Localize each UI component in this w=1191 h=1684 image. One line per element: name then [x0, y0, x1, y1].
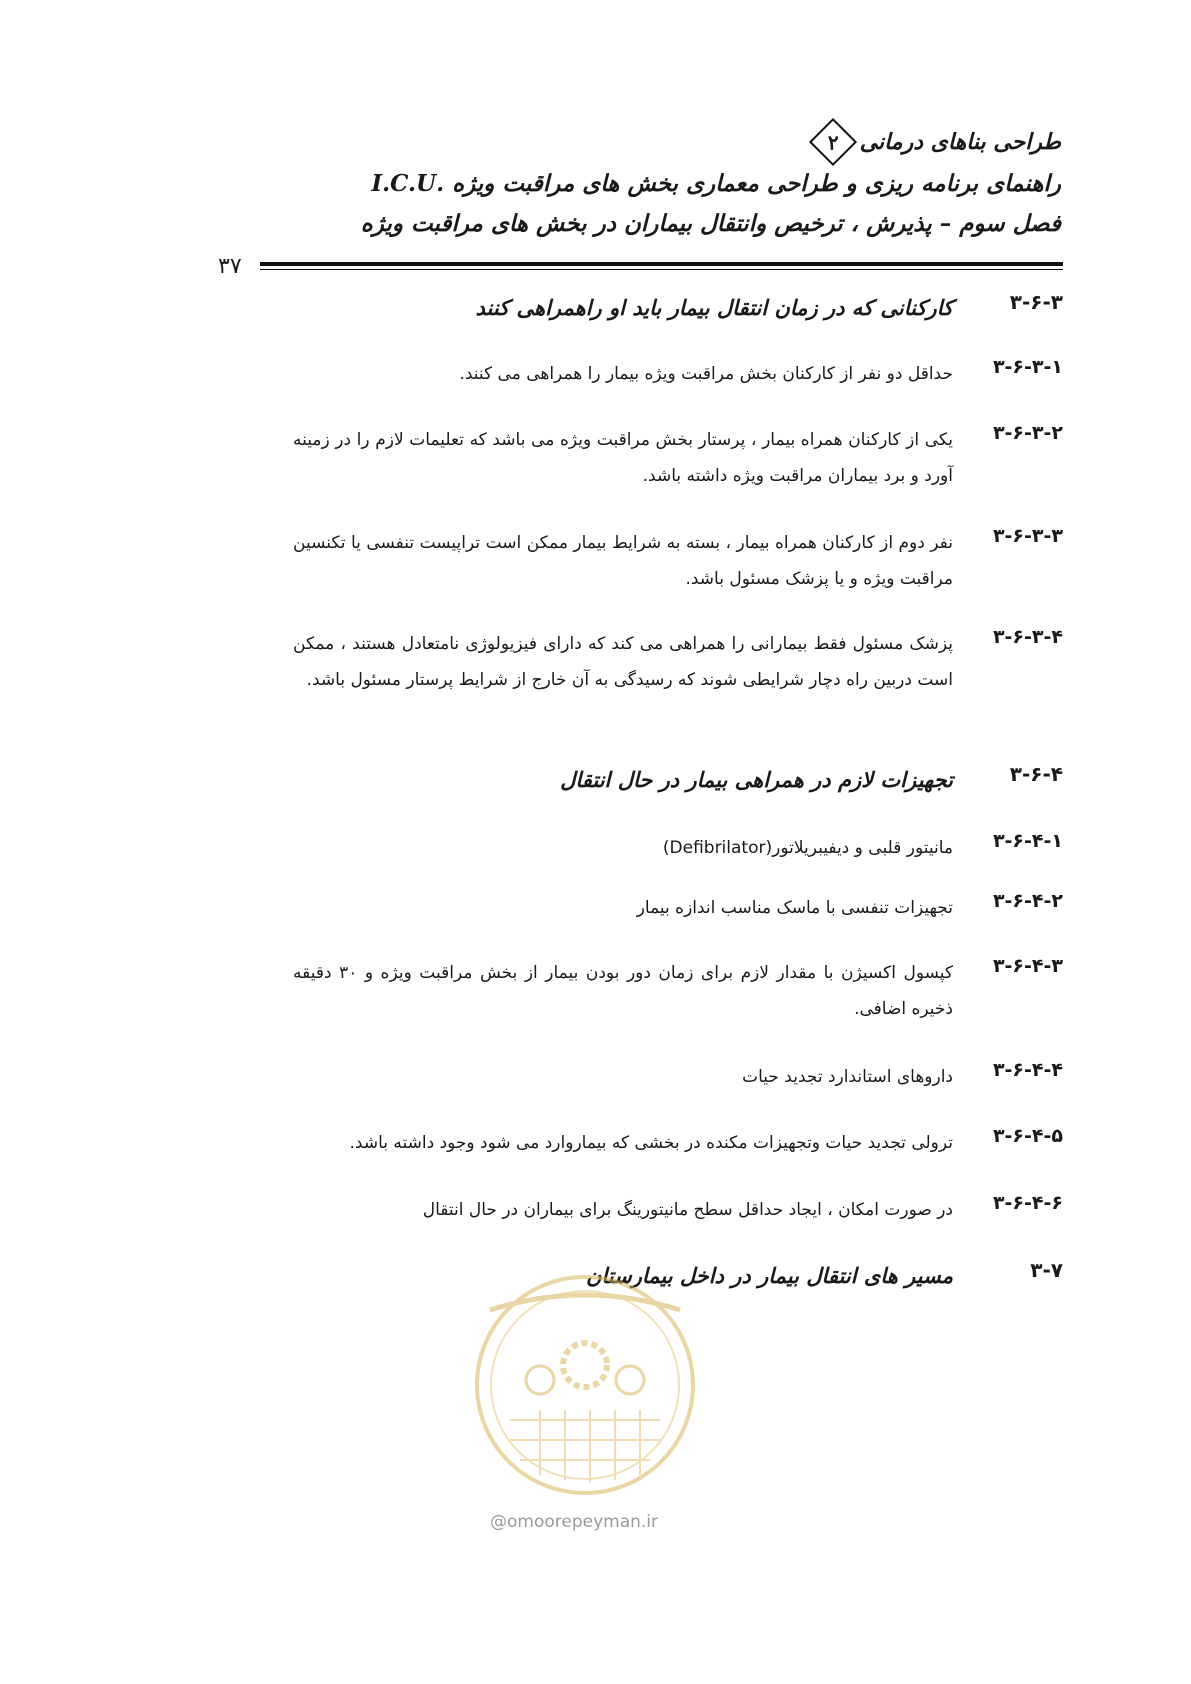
item-number: ۳-۶-۴-۳	[992, 955, 1063, 977]
item-text: تجهیزات تنفسی با ماسک مناسب اندازه بیمار	[636, 898, 953, 918]
list-item	[293, 356, 1063, 392]
list-item	[293, 1059, 1063, 1095]
item-number: ۳-۶-۳-۱	[992, 356, 1063, 378]
item-number: ۳-۶-۴-۱	[992, 830, 1063, 852]
list-item	[293, 1192, 1063, 1228]
section-title: تجهیزات لازم در همراهی بیمار در حال انتقال	[560, 767, 953, 792]
section-title: کارکنانی که در زمان انتقال بیمار باید او راهمراهی کنند	[475, 295, 953, 320]
section-title: مسیر های انتقال بیمار در داخل بیمارستان	[585, 1263, 953, 1288]
section-heading	[293, 762, 1063, 798]
header-rule	[260, 262, 1063, 270]
list-item	[293, 830, 1063, 866]
item-text: حداقل دو نفر از کارکنان بخش مراقبت ویژه بیمار را همراهی می کنند.	[459, 364, 953, 384]
item-text: در صورت امکان ، ایجاد حداقل سطح مانیتورینگ برای بیماران در حال انتقال	[422, 1200, 953, 1220]
list-item	[293, 1125, 1063, 1161]
series-line	[361, 120, 1061, 164]
item-number: ۳-۶-۳-۴	[992, 626, 1063, 648]
item-number: ۳-۶-۴-۴	[992, 1059, 1063, 1081]
item-text: کپسول اکسیژن با مقدار لازم برای زمان دور بودن بیمار از بخش مراقبت ویژه و ۳۰ دقیقه ذخیره اضافی.	[293, 963, 954, 1019]
item-text: داروهای استاندارد تجدید حیات	[742, 1067, 953, 1087]
item-number: ۳-۶-۴-۶	[992, 1192, 1063, 1214]
list-item	[293, 626, 1063, 698]
section-number: ۳-۶-۳	[1009, 290, 1063, 314]
item-text: نفر دوم از کارکنان همراه بیمار ، بسته به شرایط بیمار ممکن است تراپیست تنفسی یا تکنسین مراقبت ویژه و یا پزشک مسئول باشد.	[293, 533, 953, 589]
list-item	[293, 955, 1063, 1027]
watermark-seal-icon	[470, 1270, 700, 1500]
item-text: یکی از کارکنان همراه بیمار ، پرستار بخش مراقبت ویژه می باشد که تعلیمات لازم را در زمینه آورد و برد بیماران مراقبت ویژه داشته باشد.	[293, 430, 953, 486]
series-number: ۲	[827, 130, 838, 154]
item-number: ۳-۶-۳-۲	[992, 422, 1063, 444]
item-number: ۳-۶-۳-۳	[992, 525, 1063, 547]
watermark-website: @omoorepeyman.ir	[490, 1512, 659, 1532]
running-header	[361, 120, 1061, 244]
series-number-badge	[809, 118, 857, 166]
section-heading	[293, 290, 1063, 326]
section-number: ۳-۶-۴	[1009, 762, 1063, 786]
item-number: ۳-۶-۴-۲	[992, 890, 1063, 912]
list-item	[293, 525, 1063, 597]
item-text: مانیتور قلبی و دیفیبریلاتور(Defibrilator)	[662, 838, 953, 858]
chapter-title: فصل سوم – پذیرش ، ترخیص وانتقال بیماران در بخش های مراقبت ویژه	[360, 210, 1061, 237]
item-text: ترولی تجدید حیات وتجهیزات مکنده در بخشی که بیماروارد می شود وجود داشته باشد.	[349, 1133, 953, 1153]
page-number: ۳۷	[218, 254, 242, 279]
book-title: راهنمای برنامه ریزی و طراحی معماری بخش های مراقبت ویژه .I.C.U	[371, 170, 1061, 197]
series-title: طراحی بناهای درمانی	[859, 129, 1061, 155]
item-number: ۳-۶-۴-۵	[992, 1125, 1063, 1147]
list-item	[293, 890, 1063, 926]
item-text: پزشک مسئول فقط بیمارانی را همراهی می کند که دارای فیزیولوژی نامتعادل هستند ، ممکن است دربین راه دچار شرایطی شوند که رسیدگی به آن خارج از شرایط پرستار مسئول باشد.	[293, 634, 953, 690]
section-number: ۳-۷	[1030, 1258, 1063, 1282]
list-item	[293, 422, 1063, 494]
